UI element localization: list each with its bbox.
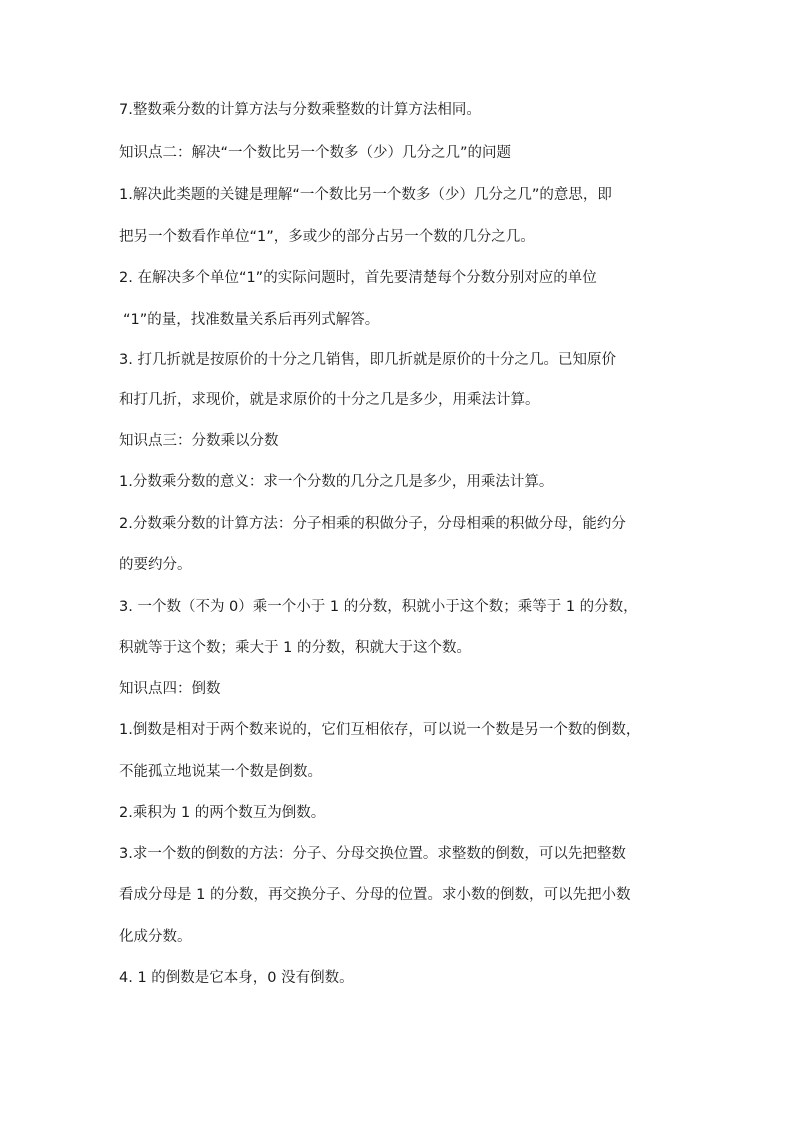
section-heading-point-2: 知识点二：解决“一个数比另一个数多（少）几分之几”的问题 xyxy=(119,145,512,161)
text-line-3-3a: 3. 一个数（不为 0）乘一个小于 1 的分数，积就小于这个数；乘等于 1 的分数， xyxy=(119,599,638,615)
text-line-2-2b: “1”的量，找准数量关系后再列式解答。 xyxy=(123,312,380,328)
text-line-4-1a: 1.倒数是相对于两个数来说的，它们互相依存，可以说一个数是另一个数的倒数， xyxy=(119,722,641,738)
text-line-4-2: 2.乘积为 1 的两个数互为倒数。 xyxy=(119,805,326,821)
text-line-3-2a: 2.分数乘分数的计算方法：分子相乘的积做分子，分母相乘的积做分母，能约分 xyxy=(119,516,626,532)
text-line-2-1b: 把另一个数看作单位“1”，多或少的部分占另一个数的几分之几。 xyxy=(119,229,535,245)
text-line-4-1b: 不能孤立地说某一个数是倒数。 xyxy=(119,764,322,780)
text-line-4-3c: 化成分数。 xyxy=(119,929,192,945)
text-line-4-3a: 3.求一个数的倒数的方法：分子、分母交换位置。求整数的倒数，可以先把整数 xyxy=(119,846,626,862)
text-line-2-1a: 1.解决此类题的关键是理解“一个数比另一个数多（少）几分之几”的意思，即 xyxy=(119,187,612,203)
text-line-4-3b: 看成分母是 1 的分数，再交换分子、分母的位置。求小数的倒数，可以先把小数 xyxy=(119,887,631,903)
section-heading-point-4: 知识点四：倒数 xyxy=(119,681,221,697)
text-line-3-2b: 的要约分。 xyxy=(119,557,192,573)
text-line-2-3b: 和打几折，求现价，就是求原价的十分之几是多少，用乘法计算。 xyxy=(119,392,540,408)
text-line-rule-7: 7.整数乘分数的计算方法与分数乘整数的计算方法相同。 xyxy=(119,102,481,118)
text-line-2-2a: 2. 在解决多个单位“1”的实际问题时，首先要清楚每个分数分别对应的单位 xyxy=(119,270,597,286)
text-line-3-1: 1.分数乘分数的意义：求一个分数的几分之几是多少，用乘法计算。 xyxy=(119,474,554,490)
text-line-2-3a: 3. 打几折就是按原价的十分之几销售，即几折就是原价的十分之几。已知原价 xyxy=(119,352,616,368)
text-line-4-4: 4. 1 的倒数是它本身，0 没有倒数。 xyxy=(119,970,354,986)
text-line-3-3b: 积就等于这个数；乘大于 1 的分数，积就大于这个数。 xyxy=(119,640,471,656)
section-heading-point-3: 知识点三：分数乘以分数 xyxy=(119,433,279,449)
